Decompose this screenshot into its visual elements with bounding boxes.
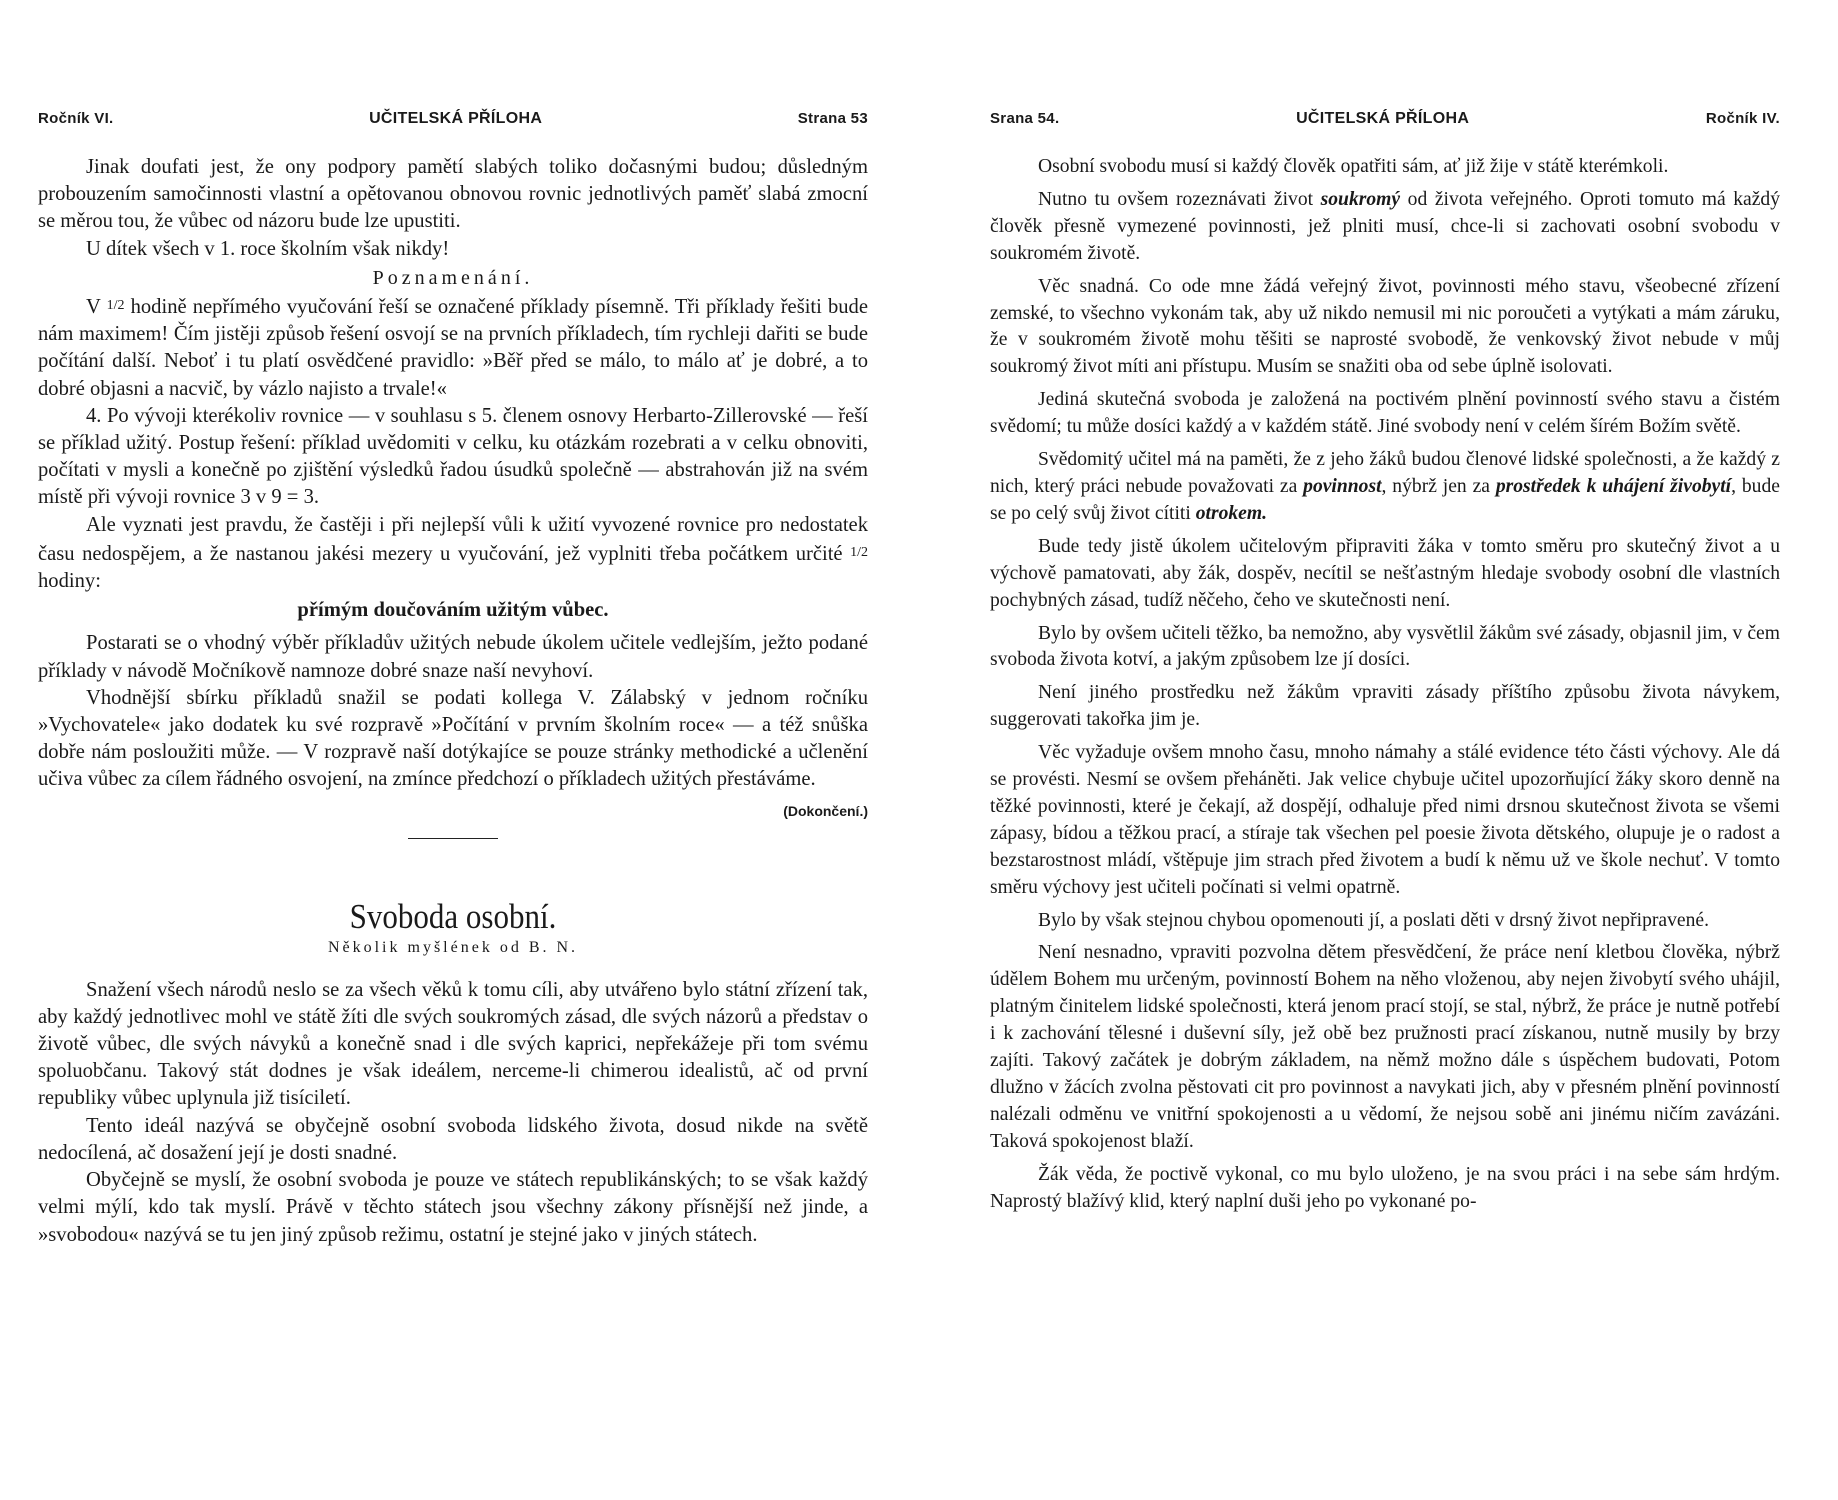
right-header-page-number: Srana 54. (990, 110, 1060, 127)
right-page (990, 110, 1780, 1222)
paragraph: Obyčejně se myslí, že osobní svoboda je pouze ve státech republikánských; to se však každý velmi mýlí, kdo tak myslí. Právě v těchto státech jsou všechny zákony přísnější než jinde, a »svobodou« nazývá se tu jen jiný způsob režimu, ostatní je stejné jako v jiných státech. (38, 1169, 868, 1246)
paragraph: Věc vyžaduje ovšem mnoho času, mnoho námahy a stálé evidence této části výchovy. Ale dá se provésti. Nesmí se ovšem přeháněti. Jak velice chybuje učitel upozorňující žáky skoro denně na těžké povinnosti, které je čekají, až dospějí, odhaluje před nimi drsnou skutečnost života se všemi zápasy, bídou a těžkou prací, a stíraje tak všechen pel poesie života dětského, olupuje je o radost a bezstarostnost mládí, vštěpuje jim strach před životem a budí k němu už ve škole nechuť. V tomto směru výchovy jest učiteli počínati si velmi opatrně. (990, 742, 1780, 898)
emphasis: soukromý (1320, 188, 1401, 210)
text-span: , bude se po celý svůj život cítiti (990, 475, 1780, 524)
emphasis: prostředek k uhájení živobytí (1495, 475, 1732, 497)
paragraph (990, 187, 1780, 268)
paragraph (38, 685, 868, 819)
paragraph: Osobní svobodu musí si každý člověk opatřiti sám, ať již žije v státě kterémkoli. (1038, 156, 1669, 177)
paragraph: 4. Po vývoji kterékoliv rovnice — v souhlasu s 5. členem osnovy Herbarto-Zillerovské — řeší se příklad užitý. Postup řešení: příklad uvědomiti v celku, ku otázkám rozebrati a v celku obnoviti, počítati v mysli a konečně po zjištění výsledků řadou úsudků společně — abstrahován již na svém místě při vývoji rovnice 3 v 9 = 3. (38, 404, 868, 509)
paragraph: Tento ideál nazývá se obyčejně osobní svoboda lidského života, dosud nikde na světě nedocílená, ač dosažení její je dosti snadné. (38, 1114, 868, 1164)
section-divider (408, 838, 498, 839)
left-header-page-number: Strana 53 (797, 110, 868, 127)
emphasis: otrokem. (1195, 502, 1268, 524)
right-header-title: UČITELSKÁ PŘÍLOHA (1296, 110, 1470, 127)
paragraph: Bude tedy jistě úkolem učitelovým připraviti žáka v tomto směru pro skutečný život a u výchově pamatovati, aby žák, dospěv, necítil se nešťastným hledaje svobody osobní dle vlastních pochybných zásad, tudíž něčeho, čeho ve skutečnosti není. (990, 535, 1780, 611)
paragraph: U dítek všech v 1. roce školním však nikdy! (86, 237, 450, 260)
fraction: 1/2 (850, 544, 868, 560)
left-page (38, 110, 868, 1249)
paragraph: Žák věda, že poctivě vykonal, co mu bylo uloženo, je na svou práci i na sebe sám hrdým. Naprostý blažívý klid, který naplní duši jeho po vykonané po- (990, 1163, 1780, 1212)
left-header-volume: Ročník VI. (38, 110, 114, 127)
paragraph: Bylo by ovšem učiteli těžko, ba nemožno, aby vysvětlil žákům své zásady, objasnil jim, v čem svoboda života kotví, a jakým způsobem lze jí dosíci. (990, 622, 1780, 671)
text-span: Nutno tu ovšem rozeznávati život (1038, 188, 1314, 210)
paragraph: Snažení všech národů neslo se za všech věků k tomu cíli, aby utvářeno bylo státní zřízení tak, aby každý jednotlivec mohl ve státě žíti dle svých soukromých zásad, dle svých názorů a představ o životě vůbec, dle svých návyků a konečně snad i dle svých kaprici, nepřekážeje při tom svému spoluobčanu. Takový stát dodnes je však ideálem, nerceme-li chimerou idealistů, ač od první republiky vůbec uplynula již tisíciletí. (38, 978, 868, 1110)
article-title: Svoboda osobní. (349, 896, 557, 936)
left-running-head (38, 110, 868, 128)
paragraph (38, 512, 868, 596)
paragraph (990, 447, 1780, 528)
emphasis: povinnost (1303, 475, 1382, 497)
paragraph: Postarati se o vhodný výběr příkladův užitých nebude úkolem učitele vedlejším, ježto podané příklady v návodě Močníkově namnoze dobré snaze naší nevyhoví. (38, 632, 868, 682)
end-note: (Dokončení.) (783, 802, 868, 819)
text-span: hodiny: (38, 570, 101, 593)
text-span: hodině nepřímého vyučování řeší se označené příklady písemně. Tři příklady řešiti bude nám maximem! Čím jistěji způsob řešení osvojí se na prvních příkladech, tím rychleji dařiti se bude počítání další. Neboť i tu platí osvědčené pravidlo: »Běř před se málo, to málo ať je dobré, a to dobré objasni a nacvič, by vázlo najisto a trvale!« (38, 296, 868, 400)
fraction: 1/2 (106, 298, 125, 314)
text-span: Ale vyznati jest pravdu, že častěji i při nejlepší vůli k užití vyvozené rovnice pro nedostatek času nedospějem, a že nastanou jakési mezery u vyučování, jež vyplniti třeba počátkem určité (38, 513, 868, 565)
paragraph: Věc snadná. Co ode mne žádá veřejný život, povinnosti mého stavu, všeobecné zřízení zemské, to všechno vykonám tak, aby už nikdo nemusil mi nic poroučeti a vytýkati a mám záruku, že v soukromém životě mohu těšiti se naprosté svobodě, že venkovský život nebude v můj soukromý život míti ani přístupu. Musím se snažiti oba od sebe úplně isolovati. (990, 275, 1780, 378)
text-span: V (86, 296, 101, 319)
right-running-head (990, 110, 1780, 128)
paragraph: Jinak doufati jest, že ony podpory pamětí slabých toliko dočasnými budou; důsledným probouzením samočinnosti vlastní a opětovanou obnovou rovnic jednotlivých paměť slabá zmocní se měrou tou, že vůbec od názoru bude lze upustiti. (38, 156, 868, 233)
bold-statement: přímým doučováním užitým vůbec. (297, 599, 609, 622)
paragraph: Není jiného prostředku než žákům vpraviti zásady příštího způsobu života návykem, suggerovati takořka jim je. (990, 682, 1780, 731)
text-span: , nýbrž jen za (1381, 475, 1490, 497)
text-span: Svědomitý učitel má na paměti, že z jeho žáků budou členové lidské společnosti, a že každý z nich, který práci nebude považovati za (990, 449, 1780, 497)
text-span: Vhodnější sbírku příkladů snažil se podati kollega V. Zálabský v jednom ročníku »Vychovatele« jako dodatek ku své rozpravě »Počítání v prvním školním roce« — a též snůška dobře nám posloužiti může. — V rozpravě naší dotýkajíce se pouze stránky methodické a učlenění učiva vůbec za cílem řádného osvojení, na zmínce předchozí o příkladech užitých přestáváme. (38, 686, 868, 791)
paragraph (38, 292, 868, 403)
right-header-volume: Ročník IV. (1705, 110, 1780, 127)
section-heading-note: Poznamenání. (372, 266, 534, 289)
article-byline: Několik myšlének od B. N. (327, 938, 579, 956)
paragraph: Bylo by však stejnou chybou opomenouti jí, a poslati děti v drsný život nepřipravené. (1038, 909, 1709, 931)
text-span: od života veřejného. Oproti tomuto má každý člověk přesně vymezené povinnosti, jež plniti musí, chce-li si zachovati osobní svobodu v soukromém životě. (990, 188, 1780, 264)
paragraph: Jediná skutečná svoboda je založená na poctivém plnění povinností svého stavu a čistém svědomí; tu může dosíci každý a v každém státě. Jiné svobody není v celém šírém Božím světě. (990, 389, 1780, 438)
left-header-title: UČITELSKÁ PŘÍLOHA (369, 110, 543, 127)
paragraph: Není nesnadno, vpraviti pozvolna dětem přesvědčení, že práce není kletbou člověka, nýbrž údělem Bohem mu určeným, povinností Bohem na něho vloženou, aby nejen živobytí svého uhájil, platným činitelem lidské společnosti, která jenom prací stojí, se stal, nýbrž, že práce je nutně potřebí i k zachování tělesné i duševní síly, jež obě bez pružnosti prací získanou, nutně musily by brzy zajíti. Takový začátek je dobrým základem, na němž možno dále s úspěchem budovati, Potom dlužno v žácích zvolna pěstovati cit pro povinnost a navykati jich, aby v přesném plnění povinností nalézali odměnu ve vnitřní spokojenosti a u vědomí, že nejsou sobě ani jinému ničím zavázáni. Taková spokojenost blaží. (990, 942, 1780, 1152)
